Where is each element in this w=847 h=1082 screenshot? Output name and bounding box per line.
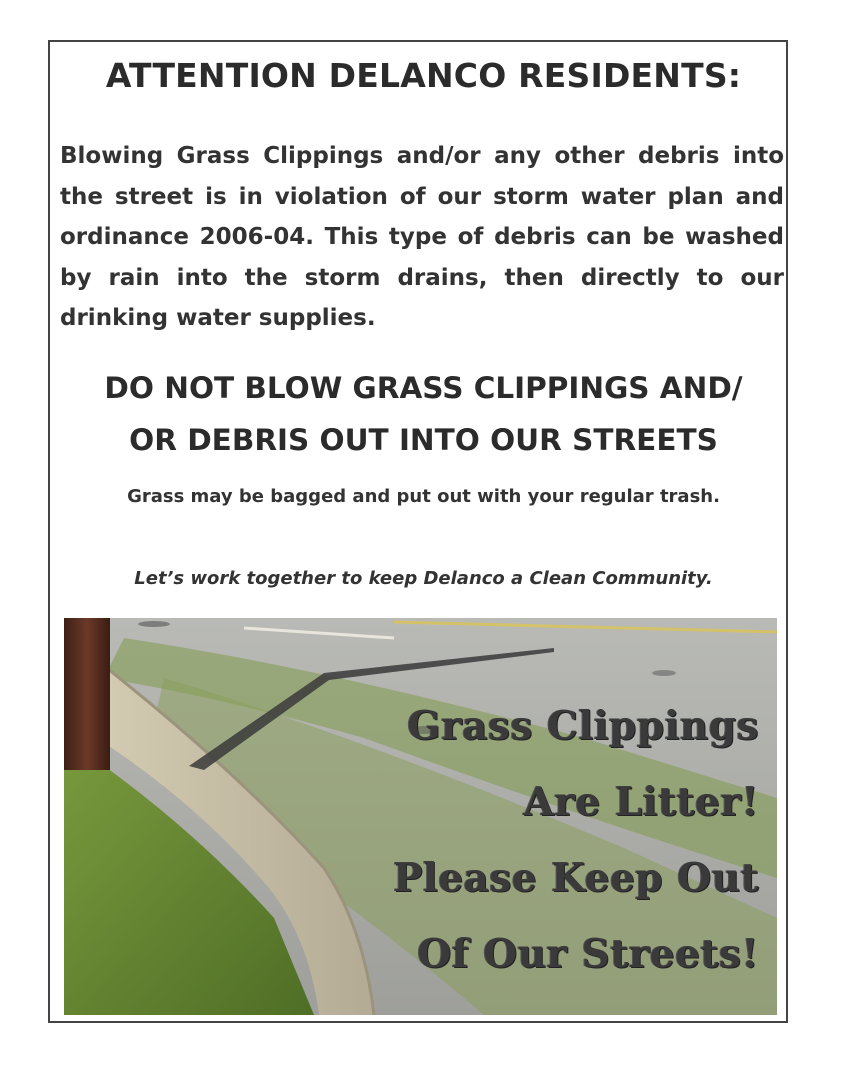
grass-clippings-photo — [64, 618, 777, 1015]
overlay-line-3: Please Keep Out — [393, 855, 759, 901]
overlay-line-1: Grass Clippings — [407, 703, 759, 749]
warning-line-1: DO NOT BLOW GRASS CLIPPINGS AND/ — [104, 371, 743, 405]
photo-overlay-text — [339, 688, 759, 992]
notice-body: Blowing Grass Clippings and/or any other debris into the street is in violation of our storm water plan and ordinance 2006-04. This type of debris can be washed by rain into the storm drains, then directly to our drinking water supplies. — [60, 143, 784, 331]
utility-pole — [64, 618, 110, 770]
bagged-note: Grass may be bagged and put out with your regular trash. — [127, 486, 720, 507]
warning-heading — [0, 362, 847, 466]
slogan: Let’s work together to keep Delanco a Clean Community. — [134, 568, 713, 589]
warning-line-2: OR DEBRIS OUT INTO OUR STREETS — [129, 423, 718, 457]
overlay-line-4: Of Our Streets! — [417, 931, 759, 977]
overlay-line-2: Are Litter! — [523, 779, 759, 825]
notice-title: ATTENTION DELANCO RESIDENTS: — [105, 56, 742, 95]
